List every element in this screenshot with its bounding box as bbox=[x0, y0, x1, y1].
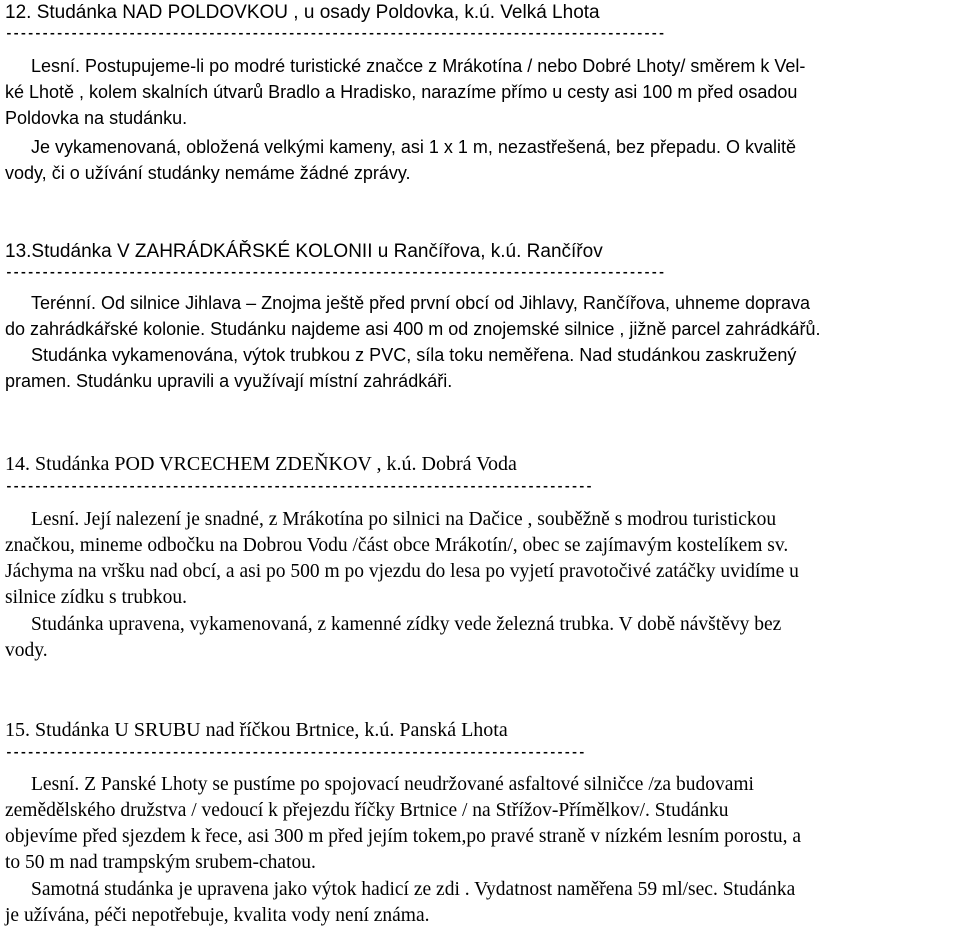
text-line: pramen. Studánku upravili a využívají místní zahrádkáři. bbox=[5, 371, 453, 391]
section-12-paragraph-2 bbox=[5, 134, 955, 186]
text-line: Studánka upravena, vykamenovaná, z kamenné zídky vede železná trubka. V době návštěvy bez bbox=[31, 614, 782, 635]
text-line: silnice zídku s trubkou. bbox=[5, 587, 187, 608]
text-line: Studánka vykamenována, výtok trubkou z PVC, síla toku neměřena. Nad studánkou zaskružený bbox=[31, 345, 797, 365]
text-line: Lesní. Z Panské Lhoty se pustíme po spojovací neudržované asfaltové silničce /za budovami bbox=[31, 774, 754, 795]
section-14-paragraph-2 bbox=[5, 612, 955, 664]
section-15-paragraph-1 bbox=[5, 772, 955, 876]
section-15-paragraph-2 bbox=[5, 877, 955, 929]
section-rule-15: -------------------------------------------------------------------------------- bbox=[5, 746, 586, 760]
section-14-paragraph-1 bbox=[5, 507, 955, 611]
text-line: značkou, mineme odbočku na Dobrou Vodu /část obce Mrákotín/, obec se zajímavým kostelíkem sv. bbox=[5, 535, 789, 556]
text-line: to 50 m nad trampským srubem-chatou. bbox=[5, 852, 316, 873]
section-heading-12: 12. Studánka NAD POLDOVKOU , u osady Poldovka, k.ú. Velká Lhota bbox=[5, 2, 600, 23]
text-line: Lesní. Její nalezení je snadné, z Mrákotína po silnici na Dačice , souběžně s modrou turistickou bbox=[31, 509, 777, 530]
text-line: je užívána, péči nepotřebuje, kvalita vody není známa. bbox=[5, 905, 430, 926]
section-rule-13: ------------------------------------------------------------------------------------------- bbox=[5, 266, 665, 280]
text-line: do zahrádkářské kolonie. Studánku najdeme asi 400 m od znojemské silnice , jižně parcel zahrádkářů. bbox=[5, 319, 821, 339]
text-line: Poldovka na studánku. bbox=[5, 108, 188, 128]
section-13-paragraph-1 bbox=[5, 290, 955, 394]
text-line: Lesní. Postupujeme-li po modré turistické značce z Mrákotína / nebo Dobré Lhoty/ směrem k Vel- bbox=[31, 56, 806, 76]
text-line: vody, či o užívání studánky nemáme žádné zprávy. bbox=[5, 163, 411, 183]
text-line: zemědělského družstva / vedoucí k přejezdu říčky Brtnice / na Střížov-Přímělkov/. Studánku bbox=[5, 800, 729, 821]
text-line: objevíme před sjezdem k řece, asi 300 m před jejím tokem,po pravé straně v nízkém lesním porostu, a bbox=[5, 826, 802, 847]
text-line: Samotná studánka je upravena jako výtok hadicí ze zdi . Vydatnost naměřena 59 ml/sec. Studánka bbox=[31, 879, 796, 900]
text-line: Terénní. Od silnice Jihlava – Znojma ještě před první obcí od Jihlavy, Rančířova, uhneme doprava bbox=[31, 293, 811, 313]
section-heading-13: 13.Studánka V ZAHRÁDKÁŘSKÉ KOLONII u Rančířova, k.ú. Rančířov bbox=[5, 241, 603, 262]
text-line: Je vykamenovaná, obložená velkými kameny, asi 1 x 1 m, nezastřešená, bez přepadu. O kvalitě bbox=[31, 137, 797, 157]
section-rule-14: --------------------------------------------------------------------------------- bbox=[5, 480, 593, 494]
section-heading-15: 15. Studánka U SRUBU nad říčkou Brtnice, k.ú. Panská Lhota bbox=[5, 719, 508, 741]
section-heading-14: 14. Studánka POD VRCECHEM ZDEŇKOV , k.ú. Dobrá Voda bbox=[5, 453, 517, 475]
section-12-paragraph-1 bbox=[5, 53, 955, 131]
section-rule-12: ------------------------------------------------------------------------------------------- bbox=[5, 27, 665, 41]
text-line: Jáchyma na vršku nad obcí, a asi po 500 m po vjezdu do lesa po vyjetí pravotočivé zatáčky uvidíme u bbox=[5, 561, 799, 582]
text-line: ké Lhotě , kolem skalních útvarů Bradlo a Hradisko, narazíme přímo u cesty asi 100 m před osadou bbox=[5, 82, 798, 102]
text-line: vody. bbox=[5, 640, 48, 661]
